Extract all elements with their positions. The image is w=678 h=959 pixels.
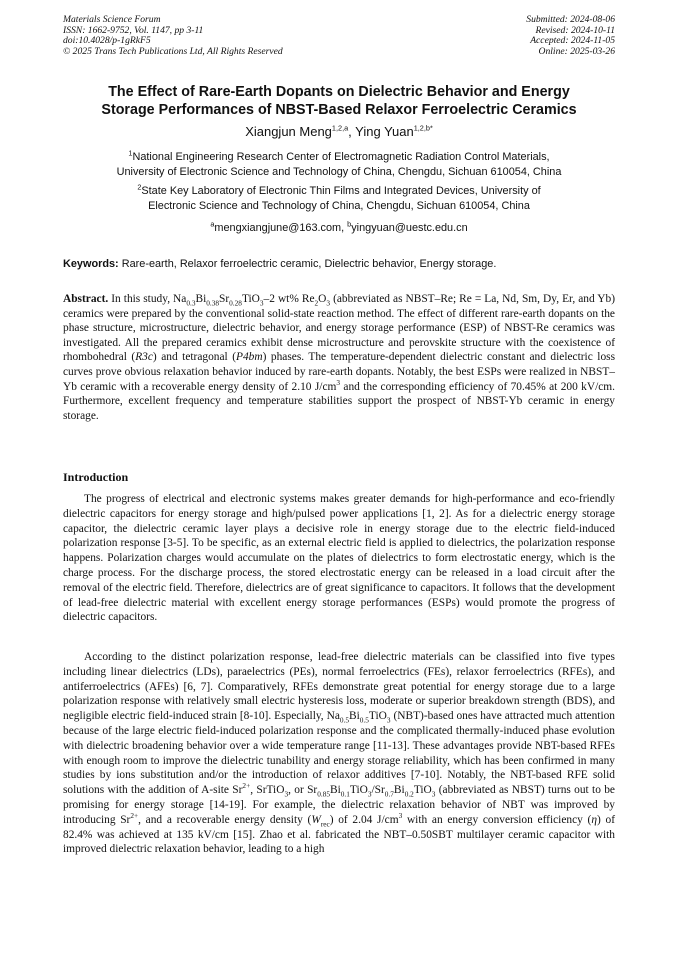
paragraph-text: Bi: [330, 784, 341, 797]
abstract-label: Abstract.: [63, 293, 109, 305]
paper-title: [40, 84, 638, 119]
date-submitted: Submitted: 2024-08-06: [526, 14, 615, 25]
affiliation-2: [60, 184, 618, 215]
journal-issn: ISSN: 1662-9752, Vol. 1147, pp 3-11: [63, 24, 204, 36]
email-mark: a: [210, 219, 215, 229]
title-line: Storage Performances of NBST-Based Relaxor Ferroelectric Ceramics: [101, 101, 577, 118]
date-revised: Revised: 2024-10-11: [535, 24, 615, 36]
journal-doi: doi:10.4028/p-1gRkF5: [63, 35, 151, 47]
paragraph-text: , and a recoverable energy density (: [138, 813, 312, 826]
unit-superscript: 3: [336, 377, 341, 387]
affiliation-1: [60, 150, 618, 181]
abstract-text: (abbreviated as NBST–Re; Re = La, Nd, Sm, Dy, Er, and Yb) ceramics were prepared by the conventional solid-state reaction method. The effect of different rare-earth dopants on the phase structure, microstructure, dielectric behavior, and energy storage performance (ESP) of NBST-Re ceramics was investigated. All the prepared ceramics exhibit dense microstructure and perovskite structure with the coexistence of rhombohedral (: [63, 293, 615, 364]
symbol-energy-density: W: [311, 813, 321, 826]
date-online: Online: 2025-03-26: [538, 45, 615, 57]
affiliation-mark: 2: [137, 182, 142, 192]
author-list: [40, 124, 638, 140]
email-mark: b: [347, 219, 352, 229]
paragraph-text: Bi: [393, 784, 405, 797]
body-paragraph: The progress of electrical and electronic systems makes greater demands for high-performance and eco-friendly dielectric capacitors for energy storage and high/pulsed power applications [1, 2]. As for a dielectric energy storage capacitor, the dielectric ceramic layer plays a decisive role in energy storage due to the electric field-induced polarization response [3-5]. To be specific, as an external electric field is applied to dielectrics, the polarization response happens. Polarization charges would accumulate on the plates of dielectrics to form electrostatic energy, which is the charge process. For the discharge process, the stored electrostatic energy can be released in a load circuit after the removal of the electric field. Therefore, dielectrics are of great significance to capacitors. It follows that the development of lead-free dielectric material with excellent energy storage performances (ESPs) would promote the progress of dielectric capacitors.: [63, 493, 615, 624]
unit-superscript: 3: [398, 810, 403, 820]
abstract-text: ) and tetragonal (: [152, 351, 237, 364]
formula-subscript: 3: [259, 298, 264, 308]
paragraph-text: ) of 82.4% was achieved at 135 kV/cm [15]. Zhao et al. fabricated the NBT–0.50SBT multilayer ceramic capacitor with improved dielectric relaxation behavior, leading to a high: [63, 813, 615, 856]
author-name: Xiangjun Meng: [245, 124, 332, 139]
paragraph-text: (NBT)-based ones have attracted much attention because of the large electric field-induced polarization response and the complicated thermally-induced phase evolution with dielectric broadening behavior over a wide temperature range [11-13]. These advantages provide NBT-based RFEs with enough room to improve the dielectric tunability and energy storage reliability, which has been confirmed in many studies by ions substitution and/or the introduction of relaxor additives [7-10]. Notably, the NBT-based RFE solid solutions with the addition of A-site Sr: [63, 710, 616, 797]
keywords: [63, 257, 615, 271]
formula-subscript: 3: [326, 298, 331, 308]
abstract-text: Sr: [219, 293, 230, 305]
formula-subscript: 2: [314, 298, 319, 308]
journal-info: [63, 15, 283, 57]
abstract-text: and the corresponding efficiency of 70.45% at 200 kV/cm. Furthermore, excellent frequency and temperature stabilities support the prospect of NBST-Yb ceramic in energy storage.: [63, 380, 615, 422]
paragraph-text: /Sr: [371, 784, 385, 797]
charge-superscript: 2+: [130, 810, 139, 820]
publication-dates: [526, 15, 615, 57]
formula-subscript: 0.5: [339, 715, 350, 725]
author-affiliation-mark: 1,2,b*: [413, 123, 433, 133]
email-address[interactable]: yingyuan@uestc.edu.cn: [351, 222, 468, 234]
symbol-subscript: rec: [320, 819, 330, 829]
paragraph-text: TiO: [368, 710, 387, 723]
paragraph-text: According to the distinct polarization response, lead-free dielectric materials can be classified into five types including linear dielectrics (LDs), paraelectrics (PEs), normal ferroelectrics (FEs), relaxor ferroelectrics (RFEs), and antiferroelectrics (AFEs) [6, 7]. Comparatively, RFEs demonstrate great potential for energy storage due to a large polarization response with relatively small electric hysteresis loss, moderate or superior breakdown strength (BDS), and negligible electric field-induced strain [8-10]. Especially, Na: [63, 651, 615, 723]
journal-copyright: © 2025 Trans Tech Publications Ltd, All Rights Reserved: [63, 45, 283, 57]
author-separator: ,: [348, 124, 356, 139]
author-name: Ying Yuan: [355, 124, 414, 139]
affiliation-text: State Key Laboratory of Electronic Thin Films and Integrated Devices, University of: [141, 185, 541, 197]
space-group: R3c: [135, 351, 153, 364]
journal-name: Materials Science Forum: [63, 14, 161, 25]
formula-subscript: 0.1: [340, 789, 350, 799]
formula-subscript: 0.7: [384, 789, 394, 799]
author-affiliation-mark: 1,2,a: [331, 123, 349, 133]
abstract-text: TiO: [241, 293, 260, 305]
formula-subscript: 3: [431, 789, 436, 799]
abstract-text: O: [318, 293, 327, 305]
formula-subscript: 0.2: [404, 789, 414, 799]
paragraph-text: , SrTiO: [250, 784, 285, 797]
formula-subscript: 0.38: [206, 298, 220, 308]
formula-subscript: 3: [386, 715, 391, 725]
keywords-label: Keywords:: [63, 258, 119, 270]
paragraph-text: TiO: [349, 784, 368, 797]
date-accepted: Accepted: 2024-11-05: [530, 35, 615, 47]
formula-subscript: 0.28: [229, 298, 242, 308]
paragraph-text: (abbreviated as NBST) turns out to be promising for energy storage [14-19]. For example, the dielectric relaxation behavior of NBT was improved by introducing Sr: [63, 784, 615, 826]
formula-subscript: 3: [284, 789, 289, 799]
abstract-text: Bi: [195, 293, 207, 305]
paragraph-text: Bi: [349, 710, 360, 723]
formula-subscript: 3: [367, 789, 372, 799]
abstract-text: ) phases. The temperature-dependent dielectric constant and dielectric loss curves prove obvious relaxation behavior induced by rare-earth dopants. Notably, the best ESPs were realized in NBST–Yb ceramic with a recoverable energy density of 2.10 J/cm: [63, 351, 615, 393]
email-address[interactable]: mengxiangjune@163.com,: [214, 222, 348, 234]
abstract: [63, 292, 615, 423]
affiliation-text: National Engineering Research Center of Electromagnetic Radiation Control Materials,: [132, 151, 550, 163]
paragraph-text: , or Sr: [288, 784, 318, 797]
formula-subscript: 0.85: [317, 789, 330, 799]
abstract-text: –2 wt% Re: [263, 293, 315, 305]
affiliation-text: Electronic Science and Technology of China, Chengdu, Sichuan 610054, China: [148, 200, 530, 213]
abstract-text: In this study, Na: [108, 293, 187, 305]
space-group: P4bm: [236, 351, 263, 364]
formula-subscript: 0.5: [359, 715, 369, 725]
paragraph-text: with an energy conversion efficiency (: [402, 813, 592, 826]
author-emails: [40, 221, 638, 235]
paragraph-text: TiO: [413, 784, 432, 797]
keywords-text: Rare-earth, Relaxor ferroelectric ceramic, Dielectric behavior, Energy storage.: [118, 258, 497, 270]
section-heading-introduction: Introduction: [63, 470, 129, 484]
paragraph-text: ) of 2.04 J/cm: [329, 813, 399, 826]
formula-subscript: 0.3: [186, 298, 196, 308]
body-paragraph: [63, 650, 615, 857]
affiliation-text: University of Electronic Science and Technology of China, Chengdu, Sichuan 610054, China: [116, 166, 562, 179]
symbol-efficiency: η: [591, 813, 597, 826]
title-line: The Effect of Rare-Earth Dopants on Dielectric Behavior and Energy: [108, 84, 570, 100]
affiliation-mark: 1: [128, 148, 133, 158]
charge-superscript: 2+: [242, 781, 251, 791]
